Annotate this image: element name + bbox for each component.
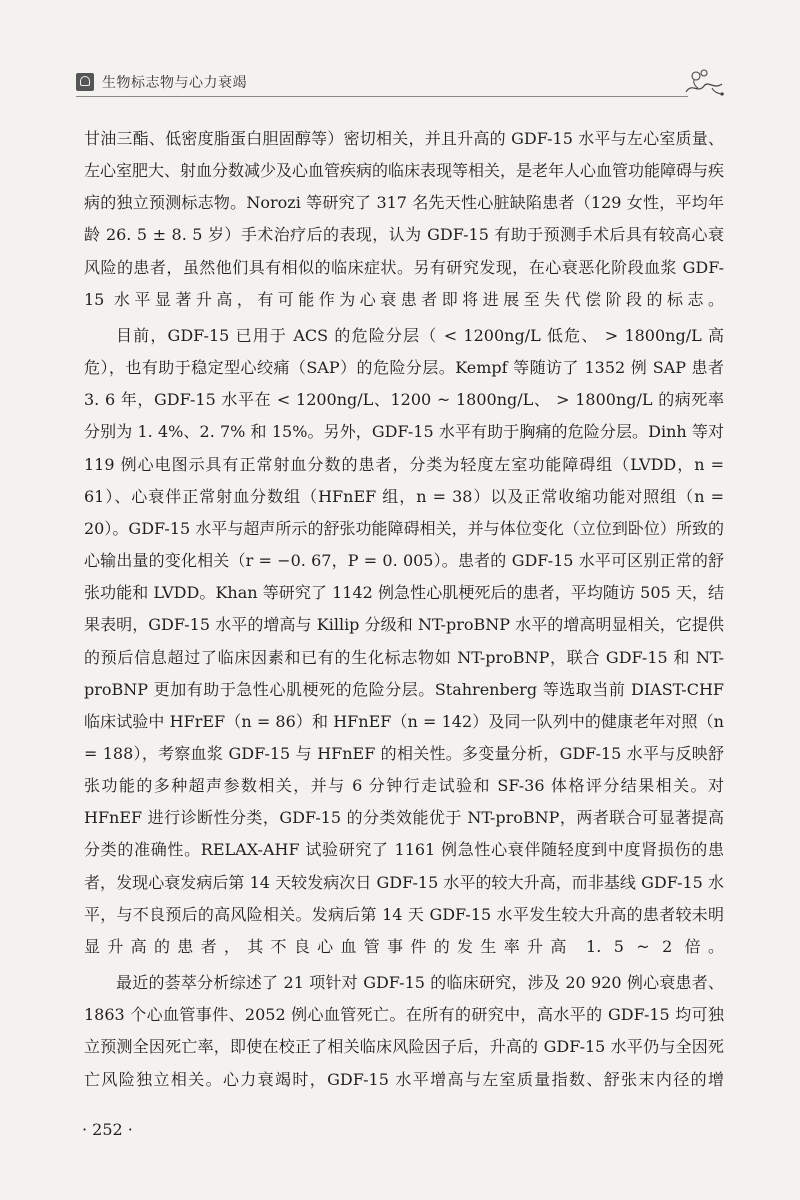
body-text [84, 123, 724, 1100]
paragraph-3: 最近的荟萃分析综述了 21 项针对 GDF-15 的临床研究，涉及 20 920 例心衰患者、1863 个心血管事件、2052 例心血管死亡。在所有的研究中，高水平的 GDF-15 均可独立预测全因死亡率，即使在校正了相关临床风险因子后，升高的 GDF-15 水平仍与全因死亡风险独立相关。心力衰竭时，GDF-15 水平增高与左室质量指数、舒张末内径的增 [84, 973, 724, 1089]
running-header [76, 70, 726, 96]
paragraph-2: 目前，GDF-15 已用于 ACS 的危险分层（ < 1200ng/L 低危、 > 1800ng/L 高危），也有助于稳定型心绞痛（SAP）的危险分层。Kempf 等随访了 1352 例 SAP 患者 3. 6 年，GDF-15 水平在 < 1200ng/L、1200 ~ 1800ng/L、 > 1800ng/L 的病死率分别为 1. 4%、2. 7% 和 15%。另外，GDF-15 水平有助于胸痛的危险分层。Dinh 等对 119 例心电图示具有正常射血分数的患者，分类为轻度左室功能障碍组（LVDD，n = 61）、心衰伴正常射血分数组（HFnEF 组，n = 38）以及正常收缩功能对照组（n = 20）。GDF-15 水平与超声所示的舒张功能障碍相关，并与体位变化（立位到卧位）所致的心输出量的变化相关（r = −0. 67，P = 0. 005）。患者的 GDF-15 水平可区别正常的舒张功能和 LVDD。Khan 等研究了 1142 例急性心肌梗死后的患者，平均随访 505 天，结果表明，GDF-15 水平的增高与 Killip 分级和 NT-proBNP 水平的增高明显相关，它提供的预后信息超过了临床因素和已有的生化标志物如 NT-proBNP，联合 GDF-15 和 NT-proBNP 更加有助于急性心肌梗死的危险分层。Stahrenberg 等选取当前 DIAST-CHF 临床试验中 HFrEF（n = 86）和 HFnEF（n = 142）及同一队列中的健康老年对照（n = 188），考察血浆 GDF-15 与 HFnEF 的相关性。多变量分析，GDF-15 水平与反映舒张功能的多种超声参数相关，并与 6 分钟行走试验和 SF-36 体格评分结果相关。对 HFnEF 进行诊断性分类，GDF-15 的分类效能优于 NT-proBNP，两者联合可显著提高分类的准确性。RELAX-AHF 试验研究了 1161 例急性心衰伴随轻度到中度肾损伤的患者，发现心衰发病后第 14 天较发病次日 GDF-15 水平的较大升高，而非基线 GDF-15 水平，与不良预后的高风险相关。发病后第 14 天 GDF-15 水平发生较大升高的患者较未明显升高的患者，其不良心血管事件的发生率升高 1. 5 ~ 2 倍。 [84, 325, 724, 956]
book-emblem-icon [76, 73, 94, 91]
page-number: · 252 · [82, 1120, 133, 1139]
header-rule [76, 96, 688, 97]
paragraph-1: 甘油三酯、低密度脂蛋白胆固醇等）密切相关，并且升高的 GDF-15 水平与左心室质量、左心室肥大、射血分数减少及心血管疾病的临床表现等相关，是老年人心血管功能障碍与疾病的独立预测标志物。Norozi 等研究了 317 名先天性心脏缺陷患者（129 女性，平均年龄 26. 5 ± 8. 5 岁）手术治疗后的表现，认为 GDF-15 有助于预测手术后具有较高心衰风险的患者，虽然他们具有相似的临床症状。另有研究发现，在心衰恶化阶段血浆 GDF-15 水平显著升高，有可能作为心衰患者即将进展至失代偿阶段的标志。 [84, 129, 725, 309]
floral-ornament-icon [682, 64, 728, 100]
running-header-title: 生物标志物与心力衰竭 [102, 75, 247, 91]
